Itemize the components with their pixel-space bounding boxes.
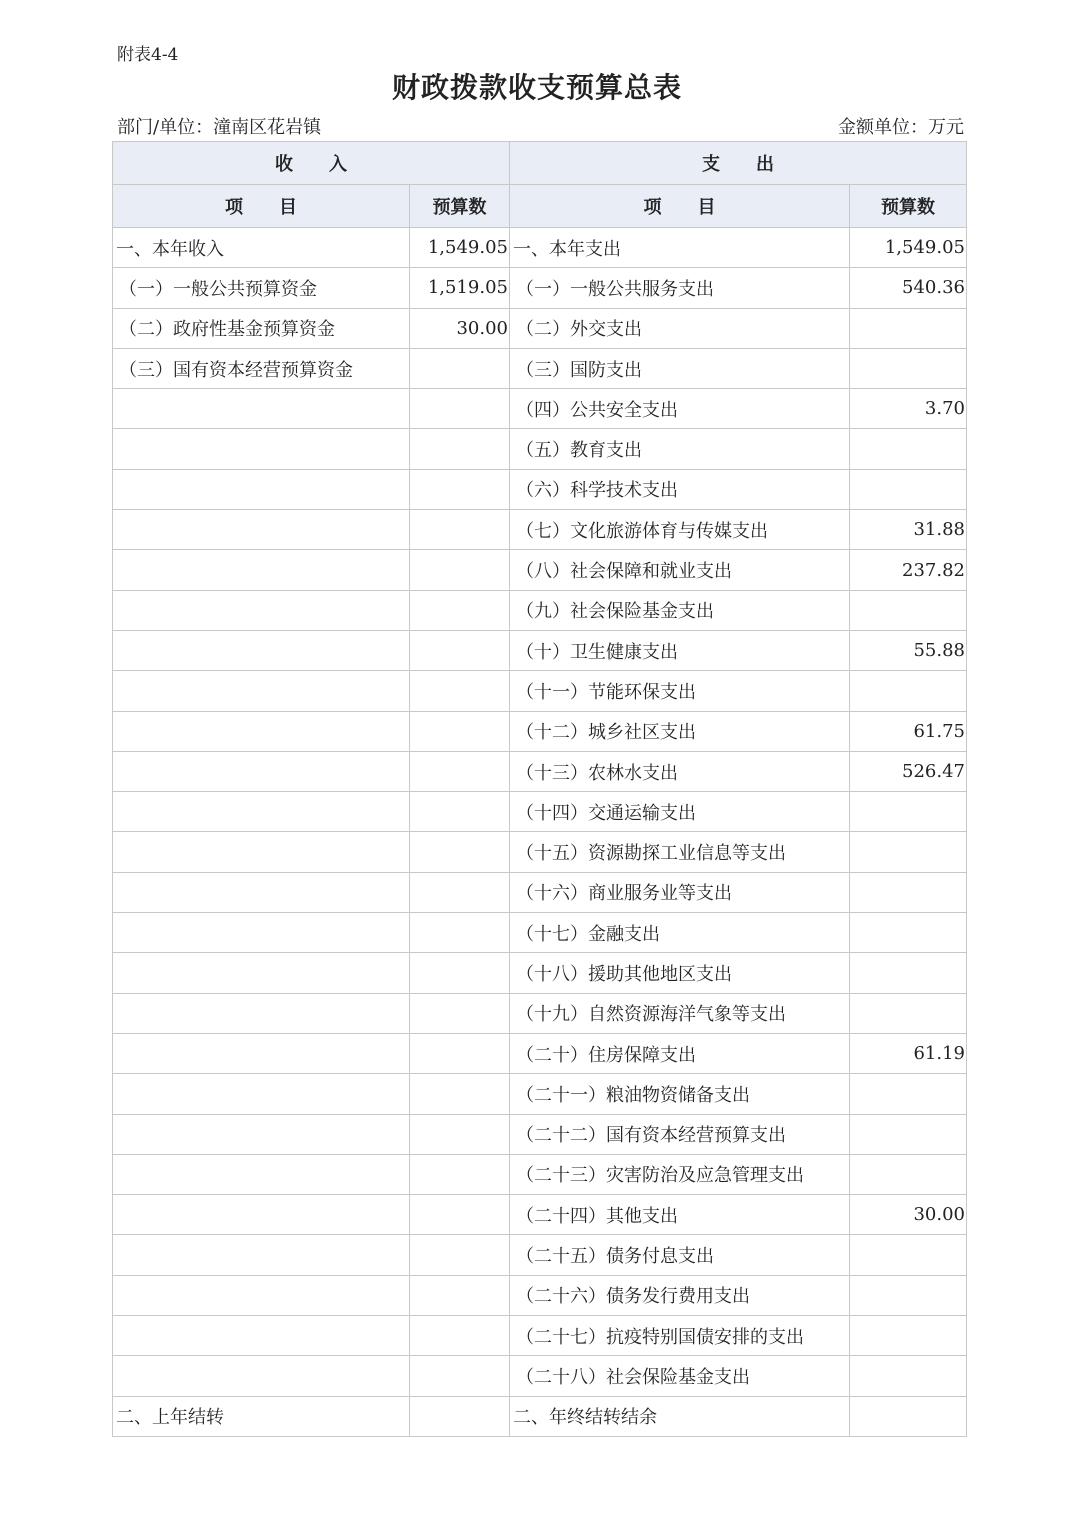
expense-value-cell: [850, 590, 967, 630]
expense-value-cell: [850, 832, 967, 872]
income-item-cell: [113, 792, 410, 832]
expense-item-cell: （二十二）国有资本经营预算支出: [510, 1114, 850, 1154]
expense-item-cell: （二十八）社会保险基金支出: [510, 1356, 850, 1396]
expense-item-cell: （十七）金融支出: [510, 913, 850, 953]
expense-item-cell: 一、本年支出: [510, 228, 850, 268]
expense-item-cell: （五）教育支出: [510, 429, 850, 469]
header-row-columns: [113, 185, 967, 228]
income-value-cell: [410, 832, 510, 872]
expense-value-cell: [850, 1114, 967, 1154]
income-item-cell: [113, 953, 410, 993]
expense-item-cell: （十五）资源勘探工业信息等支出: [510, 832, 850, 872]
income-value-cell: [410, 348, 510, 388]
expense-item-cell: （十四）交通运输支出: [510, 792, 850, 832]
income-item-cell: [113, 1275, 410, 1315]
income-item-cell: [113, 671, 410, 711]
expense-item-cell: （二十一）粮油物资储备支出: [510, 1074, 850, 1114]
table-row: [113, 1195, 967, 1235]
income-value-cell: [410, 550, 510, 590]
income-item-cell: [113, 751, 410, 791]
budget-table: [112, 141, 967, 1437]
expense-item-cell: （二十六）债务发行费用支出: [510, 1275, 850, 1315]
expense-item-cell: （七）文化旅游体育与传媒支出: [510, 510, 850, 550]
expense-item-cell: （十二）城乡社区支出: [510, 711, 850, 751]
table-row: [113, 510, 967, 550]
income-item-cell: [113, 429, 410, 469]
income-value-cell: [410, 1154, 510, 1194]
income-item-cell: [113, 1074, 410, 1114]
table-row: [113, 1275, 967, 1315]
table-row: [113, 1316, 967, 1356]
expense-value-cell: 55.88: [850, 630, 967, 670]
income-value-cell: [410, 711, 510, 751]
table-row: [113, 872, 967, 912]
expense-value-cell: 31.88: [850, 510, 967, 550]
income-item-cell: 一、本年收入: [113, 228, 410, 268]
income-value-cell: 30.00: [410, 308, 510, 348]
expense-value-cell: 1,549.05: [850, 228, 967, 268]
table-row: [113, 550, 967, 590]
department-label: 部门/单位：潼南区花岩镇: [117, 117, 322, 138]
income-item-cell: [113, 630, 410, 670]
income-value-cell: [410, 469, 510, 509]
expense-item-cell: （十六）商业服务业等支出: [510, 872, 850, 912]
amount-unit-label: 金额单位：万元: [838, 117, 964, 138]
income-value-cell: [410, 1114, 510, 1154]
income-value-cell: [410, 510, 510, 550]
table-row: [113, 913, 967, 953]
table-row: [113, 671, 967, 711]
income-value-cell: [410, 429, 510, 469]
income-item-cell: （三）国有资本经营预算资金: [113, 348, 410, 388]
income-value-cell: [410, 872, 510, 912]
income-item-cell: [113, 389, 410, 429]
income-item-cell: [113, 510, 410, 550]
table-row: [113, 993, 967, 1033]
expense-item-cell: （十一）节能环保支出: [510, 671, 850, 711]
expense-item-cell: （十八）援助其他地区支出: [510, 953, 850, 993]
income-value-cell: [410, 1235, 510, 1275]
income-item-cell: [113, 1356, 410, 1396]
expense-value-cell: 237.82: [850, 550, 967, 590]
income-value-cell: [410, 630, 510, 670]
income-item-cell: [113, 913, 410, 953]
income-item-cell: [113, 590, 410, 630]
expense-item-cell: （四）公共安全支出: [510, 389, 850, 429]
income-item-cell: （一）一般公共预算资金: [113, 268, 410, 308]
expense-value-cell: [850, 1275, 967, 1315]
table-body: [113, 228, 967, 1437]
income-item-cell: [113, 1114, 410, 1154]
expense-value-cell: [850, 872, 967, 912]
income-item-cell: [113, 1033, 410, 1073]
table-row: [113, 832, 967, 872]
income-item-cell: [113, 832, 410, 872]
expense-value-cell: [850, 1235, 967, 1275]
table-row: [113, 389, 967, 429]
table-row: [113, 953, 967, 993]
expense-item-cell: （二十四）其他支出: [510, 1195, 850, 1235]
table-row: [113, 348, 967, 388]
expense-item-cell: （二）外交支出: [510, 308, 850, 348]
income-item-cell: [113, 872, 410, 912]
expense-value-cell: [850, 1316, 967, 1356]
income-item-cell: 二、上年结转: [113, 1396, 410, 1436]
income-value-cell: [410, 792, 510, 832]
table-row: [113, 268, 967, 308]
income-value-cell: [410, 1316, 510, 1356]
income-value-cell: [410, 1033, 510, 1073]
expense-value-cell: [850, 1074, 967, 1114]
income-value-cell: [410, 953, 510, 993]
income-item-cell: [113, 1195, 410, 1235]
expense-item-cell: （八）社会保障和就业支出: [510, 550, 850, 590]
income-value-cell: [410, 1396, 510, 1436]
expense-item-cell: （十九）自然资源海洋气象等支出: [510, 993, 850, 1033]
income-item-cell: [113, 550, 410, 590]
table-row: [113, 1074, 967, 1114]
expense-value-cell: [850, 1356, 967, 1396]
expense-value-cell: [850, 1154, 967, 1194]
expense-item-cell: （一）一般公共服务支出: [510, 268, 850, 308]
income-header: 收 入: [113, 142, 510, 185]
table-row: [113, 711, 967, 751]
expense-item-cell: 二、年终结转结余: [510, 1396, 850, 1436]
table-row: [113, 1033, 967, 1073]
expense-item-cell: （十）卫生健康支出: [510, 630, 850, 670]
expense-item-cell: （十三）农林水支出: [510, 751, 850, 791]
table-row: [113, 630, 967, 670]
expense-value-cell: [850, 348, 967, 388]
income-budget-header: 预算数: [410, 185, 510, 228]
expense-value-cell: [850, 993, 967, 1033]
expense-value-cell: [850, 469, 967, 509]
table-row: [113, 308, 967, 348]
expense-value-cell: [850, 308, 967, 348]
income-value-cell: [410, 1275, 510, 1315]
income-item-cell: [113, 711, 410, 751]
expense-value-cell: 30.00: [850, 1195, 967, 1235]
expense-item-cell: （二十七）抗疫特别国债安排的支出: [510, 1316, 850, 1356]
income-item-cell: [113, 1154, 410, 1194]
table-row: [113, 1356, 967, 1396]
income-value-cell: [410, 671, 510, 711]
table-row: [113, 792, 967, 832]
table-row: [113, 590, 967, 630]
income-value-cell: [410, 590, 510, 630]
table-row: [113, 429, 967, 469]
expense-item-cell: （三）国防支出: [510, 348, 850, 388]
expense-value-cell: [850, 671, 967, 711]
income-value-cell: [410, 389, 510, 429]
appendix-label: 附表4-4: [117, 45, 179, 65]
expense-item-cell: （二十五）债务付息支出: [510, 1235, 850, 1275]
expense-value-cell: 61.19: [850, 1033, 967, 1073]
income-item-cell: [113, 469, 410, 509]
table-row: [113, 1154, 967, 1194]
income-value-cell: [410, 1195, 510, 1235]
table-row: [113, 469, 967, 509]
expense-item-cell: （九）社会保险基金支出: [510, 590, 850, 630]
expense-value-cell: 526.47: [850, 751, 967, 791]
page-title: 财政拨款收支预算总表: [391, 71, 682, 104]
income-value-cell: 1,519.05: [410, 268, 510, 308]
income-item-cell: [113, 1235, 410, 1275]
table-row: [113, 228, 967, 268]
table-row: [113, 1114, 967, 1154]
expense-budget-header: 预算数: [850, 185, 967, 228]
income-value-cell: [410, 751, 510, 791]
income-item-cell: [113, 1316, 410, 1356]
expense-item-header: 项 目: [510, 185, 850, 228]
expense-value-cell: [850, 953, 967, 993]
income-value-cell: [410, 1074, 510, 1114]
header-row-sections: [113, 142, 967, 185]
income-value-cell: [410, 1356, 510, 1396]
income-value-cell: [410, 993, 510, 1033]
expense-item-cell: （二十三）灾害防治及应急管理支出: [510, 1154, 850, 1194]
income-item-header: 项 目: [113, 185, 410, 228]
expense-value-cell: 61.75: [850, 711, 967, 751]
expense-item-cell: （二十）住房保障支出: [510, 1033, 850, 1073]
expense-value-cell: [850, 792, 967, 832]
expense-value-cell: [850, 1396, 967, 1436]
expense-item-cell: （六）科学技术支出: [510, 469, 850, 509]
expense-header: 支 出: [510, 142, 967, 185]
income-value-cell: [410, 913, 510, 953]
expense-value-cell: [850, 429, 967, 469]
income-item-cell: （二）政府性基金预算资金: [113, 308, 410, 348]
table-row: [113, 1235, 967, 1275]
expense-value-cell: 540.36: [850, 268, 967, 308]
table-row: [113, 1396, 967, 1436]
expense-value-cell: [850, 913, 967, 953]
expense-value-cell: 3.70: [850, 389, 967, 429]
income-item-cell: [113, 993, 410, 1033]
income-value-cell: 1,549.05: [410, 228, 510, 268]
table-row: [113, 751, 967, 791]
